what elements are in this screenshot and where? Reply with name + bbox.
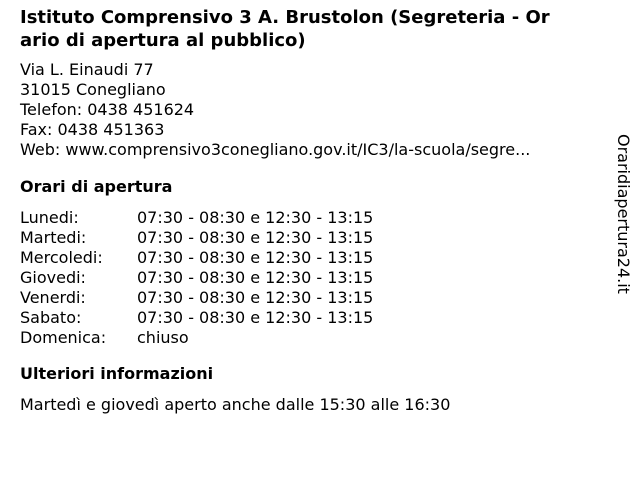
business-card — [20, 0, 600, 415]
hours-row-monday — [20, 208, 600, 228]
hours-day: Lunedi: — [20, 208, 79, 227]
hours-time: 07:30 - 08:30 e 12:30 - 13:15 — [137, 268, 374, 287]
hours-row-wednesday — [20, 248, 600, 268]
hours-time: 07:30 - 08:30 e 12:30 - 13:15 — [137, 228, 374, 247]
hours-row-sunday — [20, 328, 600, 348]
title-line-2: ario di apertura al pubblico) — [20, 30, 306, 51]
website-link[interactable]: Web: www.comprensivo3conegliano.gov.it/IC3/la-scuola/segre... — [20, 140, 531, 159]
hours-day: Giovedi: — [20, 268, 86, 287]
hours-time: 07:30 - 08:30 e 12:30 - 13:15 — [137, 248, 374, 267]
address-block — [20, 60, 600, 160]
hours-time: 07:30 - 08:30 e 12:30 - 13:15 — [137, 208, 374, 227]
hours-row-tuesday — [20, 228, 600, 248]
hours-day: Martedi: — [20, 228, 87, 247]
title-line-1: Istituto Comprensivo 3 A. Brustolon (Segreteria - Or — [20, 7, 550, 28]
opening-hours-table — [20, 208, 600, 348]
phone-number[interactable]: Telefon: 0438 451624 — [20, 100, 195, 119]
hours-time: chiuso — [137, 328, 189, 347]
hours-day: Domenica: — [20, 328, 107, 347]
hours-row-thursday — [20, 268, 600, 288]
hours-day: Venerdi: — [20, 288, 86, 307]
additional-info-text: Martedì e giovedì aperto anche dalle 15:30 alle 16:30 — [20, 395, 451, 414]
hours-day: Mercoledi: — [20, 248, 103, 267]
hours-time: 07:30 - 08:30 e 12:30 - 13:15 — [137, 308, 374, 327]
hours-row-friday — [20, 288, 600, 308]
address-city: 31015 Conegliano — [20, 80, 166, 99]
fax-number: Fax: 0438 451363 — [20, 120, 165, 139]
address-street: Via L. Einaudi 77 — [20, 60, 154, 79]
page-title — [20, 6, 600, 52]
additional-info-heading: Ulteriori informazioni — [20, 364, 214, 383]
hours-day: Sabato: — [20, 308, 82, 327]
site-watermark: Oraridiapertura24.it — [614, 134, 633, 294]
hours-row-saturday — [20, 308, 600, 328]
opening-hours-heading: Orari di apertura — [20, 177, 173, 196]
hours-time: 07:30 - 08:30 e 12:30 - 13:15 — [137, 288, 374, 307]
